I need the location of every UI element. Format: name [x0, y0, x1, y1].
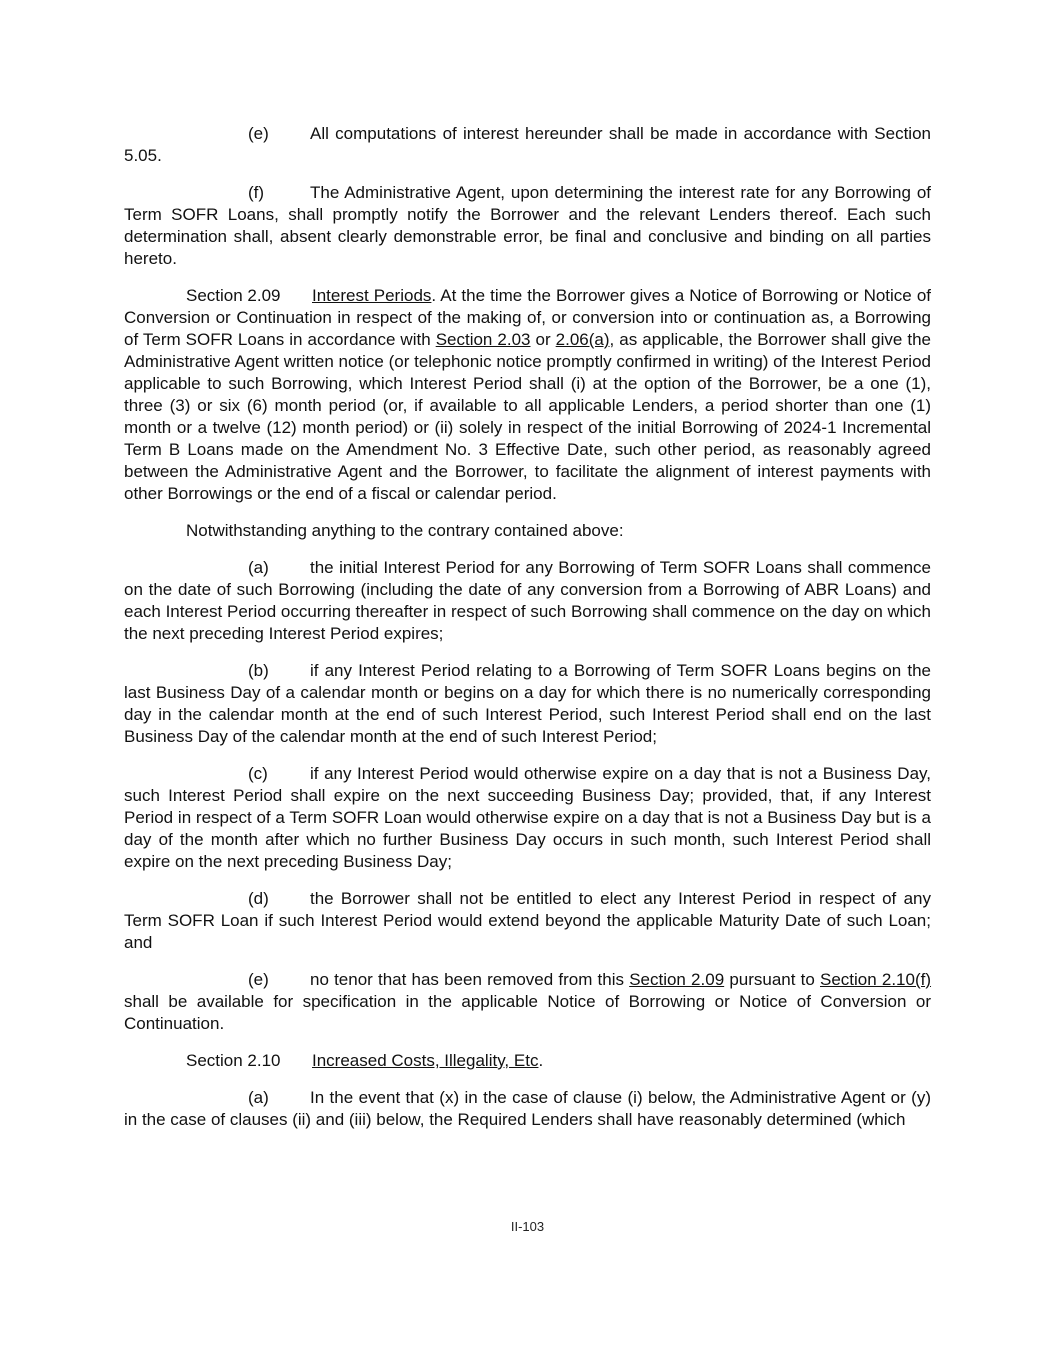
cross-reference: Section 2.10(f): [820, 970, 932, 989]
paragraph-text: if any Interest Period relating to a Borrowing of Term SOFR Loans begins on the last Business Day of a calendar month or begins on a day for which there is no numerically corresponding day in the calendar month at the end of such Interest Period, such Interest Period shall end on the last Business Day of the calendar month at the end of such Interest Period;: [124, 661, 931, 746]
section-heading: Increased Costs, Illegality, Etc: [312, 1051, 539, 1070]
paragraph-f-notification: [124, 182, 931, 270]
cross-reference: Section 2.09: [629, 970, 725, 989]
clause-label: (a): [248, 1088, 269, 1107]
cross-reference: Section 2.03: [435, 330, 531, 349]
notwithstanding-paragraph: Notwithstanding anything to the contrary contained above:: [186, 521, 624, 540]
page-number: II-103: [510, 1219, 545, 1234]
paragraph-text: no tenor that has been removed from this: [310, 970, 630, 989]
paragraph-e-computations: [124, 123, 931, 167]
section-number: Section 2.10: [186, 1051, 281, 1070]
paragraph-text: The Administrative Agent, upon determining the interest rate for any Borrowing of Term SOFR Loans, shall promptly notify the Borrower and the relevant Lenders thereof. Each such determination shall, absent clearly demonstrable error, be final and conclusive and binding on all parties hereto.: [124, 183, 931, 268]
clause-label: (c): [248, 764, 268, 783]
clause-label: (e): [248, 970, 269, 989]
clause-label: (f): [248, 183, 265, 202]
heading-punctuation: .: [538, 1051, 544, 1070]
clause-label: (b): [248, 661, 269, 680]
paragraph-text: In the event that (x) in the case of clause (i) below, the Administrative Agent or (y) in the case of clauses (ii) and (iii) below, the Required Lenders shall have reasonably determined (which: [124, 1088, 931, 1129]
section-2-10-heading: [124, 1050, 931, 1072]
paragraph-c-expiry: [124, 763, 931, 873]
paragraph-text: shall be available for specification in the applicable Notice of Borrowing or Notice of Conversion or Continuation.: [124, 992, 931, 1033]
section-number: Section 2.09: [186, 286, 281, 305]
paragraph-text: , as applicable, the Borrower shall give the Administrative Agent written notice (or telephonic notice promptly confirmed in writing) of the Interest Period applicable to such Borrowing, which Interest Period shall (i) at the option of the Borrower, be a one (1), three (3) or six (6) month period (or, if available to all applicable Lenders, a period shorter than one (1) month or a twelve (12) month period) or (ii) solely in respect of the initial Borrowing of 2024-1 Incremental Term B Loans made on the Amendment No. 3 Effective Date, such other period, as reasonably agreed between the Administrative Agent and the Borrower, to facilitate the alignment of interest payments with other Borrowings or the end of a fiscal or calendar period.: [124, 330, 932, 503]
cross-reference: 2.06(a): [555, 330, 610, 349]
clause-label: (d): [248, 889, 269, 908]
paragraph-b-last-business-day: [124, 660, 931, 748]
page-body: [124, 123, 931, 1146]
paragraph-text: if any Interest Period would otherwise expire on a day that is not a Business Day, such Interest Period shall expire on the next succeeding Business Day; provided, that, if any Interest Period in respect of a Term SOFR Loan would otherwise expire on a day that is not a Business Day but is a day of the month after which no further Business Day occurs in such month, such Interest Period shall expire on the next preceding Business Day;: [124, 764, 931, 871]
section-2-09-paragraph: [124, 285, 931, 505]
paragraph-e-tenor: [124, 969, 931, 1035]
paragraph-text: the Borrower shall not be entitled to elect any Interest Period in respect of any Term SOFR Loan if such Interest Period would extend beyond the applicable Maturity Date of such Loan; and: [124, 889, 931, 952]
paragraph-a-increased-costs: [124, 1087, 931, 1131]
paragraph-text: or: [530, 330, 556, 349]
paragraph-text: All computations of interest hereunder shall be made in accordance with Section 5.05.: [124, 124, 931, 165]
paragraph-d-maturity: [124, 888, 931, 954]
paragraph-a-initial-period: [124, 557, 931, 645]
paragraph-text: the initial Interest Period for any Borrowing of Term SOFR Loans shall commence on the date of such Borrowing (including the date of any conversion from a Borrowing of ABR Loans) and each Interest Period occurring thereafter in respect of such Borrowing shall commence on the day on which the next preceding Interest Period expires;: [124, 558, 931, 643]
paragraph-text: pursuant to: [724, 970, 820, 989]
paragraph-text: . At the time the Borrower gives a Notice of Borrowing or Notice of Conversion or Continuation in respect of the making of, or conversion into or continuation as, a Borrowing of Term SOFR Loans in accordance with: [124, 286, 931, 349]
clause-label: (a): [248, 558, 269, 577]
section-heading: Interest Periods: [312, 286, 432, 305]
clause-label: (e): [248, 124, 269, 143]
